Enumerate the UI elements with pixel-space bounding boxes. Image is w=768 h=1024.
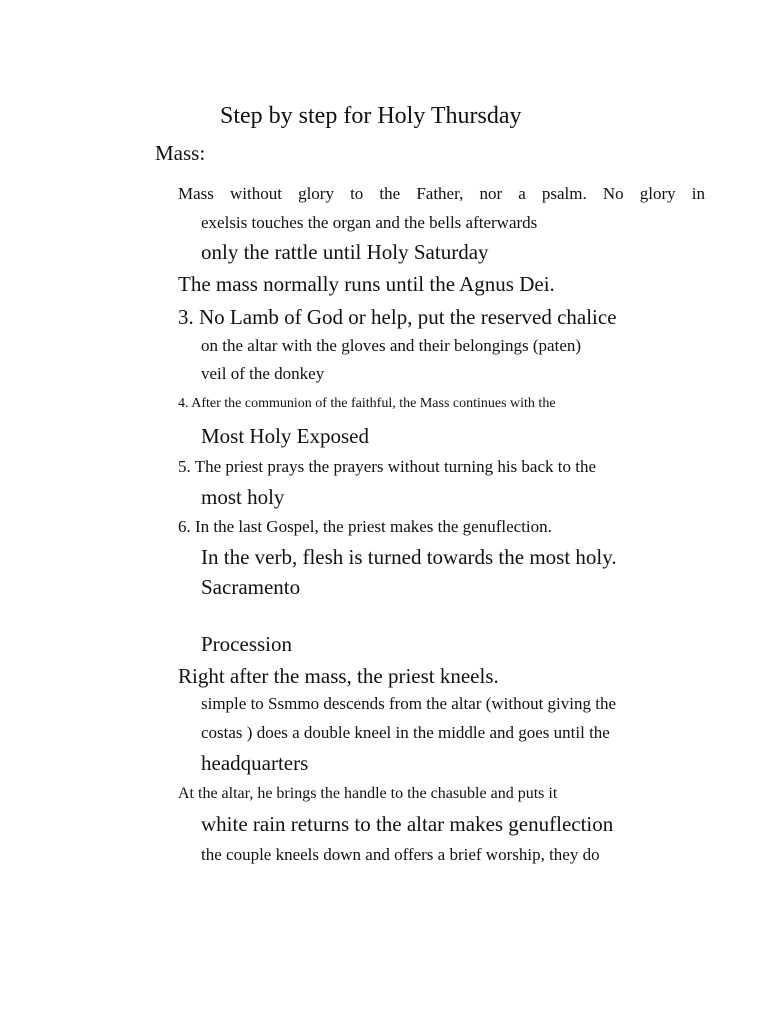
mass-line-10: 5. The priest prays the prayers without turning his back to the bbox=[178, 457, 596, 476]
mass-line-11: most holy bbox=[201, 485, 285, 509]
mass-line-5: 3. No Lamb of God or help, put the reserved chalice bbox=[178, 305, 617, 329]
mass-line-4: The mass normally runs until the Agnus Dei. bbox=[178, 272, 555, 296]
procession-line-4: headquarters bbox=[201, 751, 309, 775]
mass-line-12: 6. In the last Gospel, the priest makes the genuflection. bbox=[178, 517, 552, 536]
mass-line-1: Mass without glory to the Father, nor a psalm. No glory in bbox=[178, 184, 705, 203]
section-heading-mass: Mass: bbox=[155, 141, 206, 165]
mass-line-14: Sacramento bbox=[201, 575, 301, 599]
procession-line-1: Right after the mass, the priest kneels. bbox=[178, 664, 499, 688]
procession-line-7: the couple kneels down and offers a brief worship, they do bbox=[201, 845, 600, 864]
mass-line-2: exelsis touches the organ and the bells afterwards bbox=[201, 213, 538, 232]
procession-line-5: At the altar, he brings the handle to the chasuble and puts it bbox=[178, 785, 558, 802]
mass-line-13: In the verb, flesh is turned towards the most holy. bbox=[201, 545, 617, 569]
mass-line-6: on the altar with the gloves and their belongings (paten) bbox=[201, 336, 582, 355]
procession-line-2: simple to Ssmmo descends from the altar (without giving the bbox=[201, 694, 617, 713]
procession-line-3: costas ) does a double kneel in the middle and goes until the bbox=[201, 723, 610, 742]
section-heading-procession: Procession bbox=[201, 632, 292, 656]
mass-line-3: only the rattle until Holy Saturday bbox=[201, 240, 489, 264]
mass-line-8: 4. After the communion of the faithful, the Mass continues with the bbox=[178, 396, 556, 411]
mass-line-7: veil of the donkey bbox=[201, 364, 325, 383]
procession-line-6: white rain returns to the altar makes genuflection bbox=[201, 812, 614, 836]
document-title: Step by step for Holy Thursday bbox=[220, 103, 522, 129]
mass-line-9: Most Holy Exposed bbox=[201, 424, 369, 448]
